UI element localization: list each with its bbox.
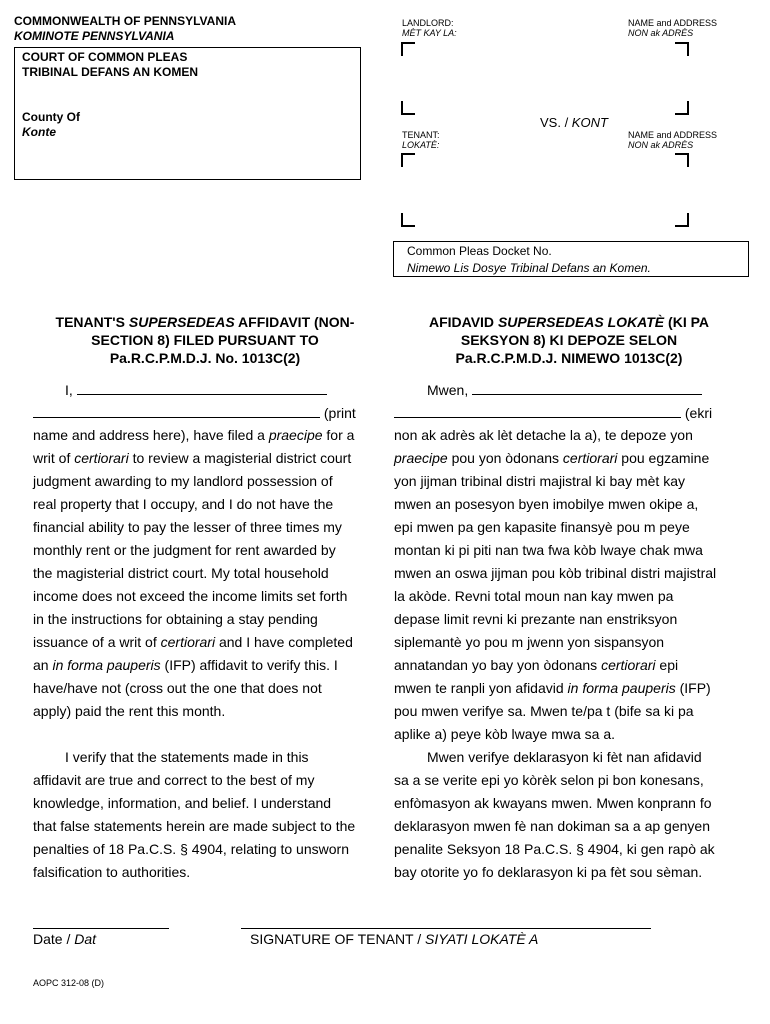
landlord-name-address-field[interactable] [401, 42, 687, 113]
landlord-label: LANDLORD: MÈT KAY LA: [402, 18, 457, 38]
county-label-ht: Konte [22, 125, 56, 139]
creole-title: AFIDAVID SUPERSEDEAS LOKATÈ (KI PA SEKSYON 8) KI DEPOZE SELON Pa.R.C.P.M.D.J. NIMEWO 1013C(2) [428, 314, 710, 366]
commonwealth-label-ht: KOMINOTE PENNSYLVANIA [14, 29, 175, 43]
tenant-name-blank-ht[interactable] [472, 378, 702, 395]
tenant-address-blank-ht[interactable] [394, 401, 681, 418]
signature-label: SIGNATURE OF TENANT / SIYATI LOKATÈ A [250, 931, 539, 947]
tenant-name-blank[interactable] [77, 378, 327, 395]
creole-body: Mwen, (ekri non ak adrès ak lèt detache la a), te depoze yon praecipe pou yon òdonans certiorari pou egzamine yon jijman tribinal distri majistral ki bay mèt kay mwen an posesyon byen imobilye mwen okipe a, epi mwen pa gen kapasite finansyè pou m peye montan ki pi piti nan twa fwa kòb lwaye chak mwa mwen an oswa jijman pou kòb tribinal distri majistral la akòde. Revni total moun nan kay mwen pa depase limit revni ki prezante nan enstriksyon siplemantè yo pou m jwenn yon sispansyon annatandan yo bay yon òdonans certiorari epi mwen te ranpli yon afidavid in forma pauperis (IFP) pou mwen verifye sa. Mwen te/pa t (bife sa ki pa aplike a) peye kòb lwaye mwa sa a. Mwen verifye deklarasyon ki fèt nan afidavid sa a se verite epi yo kòrèk selon pi bon konesans, enfòmasyon ak kwayans mwen. Mwen konprann fo deklarasyon mwen fè nan dokiman sa a ap genyen penalite Seksyon 18 Pa.C.S. § 4904, ki gen rapò ak bay otorite yo fo deklarasyon ki pa fèt sou sèman. [394, 378, 750, 884]
signature-line[interactable] [241, 928, 651, 929]
docket-label: Common Pleas Docket No. [407, 244, 552, 258]
commonwealth-label: COMMONWEALTH OF PENNSYLVANIA [14, 14, 236, 28]
tenant-name-address-field[interactable] [401, 153, 687, 225]
docket-label-ht: Nimewo Lis Dosye Tribinal Defans an Komen. [407, 261, 651, 275]
tenant-label: TENANT: LOKATÈ: [402, 130, 440, 150]
court-label-ht: TRIBINAL DEFANS AN KOMEN [22, 65, 199, 79]
landlord-name-address-label: NAME and ADDRESS NON ak ADRÈS [628, 18, 718, 38]
tenant-name-address-label: NAME and ADDRESS NON ak ADRÈS [628, 130, 718, 150]
court-box [14, 47, 361, 180]
date-label: Date / Dat [33, 931, 97, 947]
court-header [14, 14, 364, 44]
court-label: COURT OF COMMON PLEAS [22, 50, 188, 64]
tenant-address-blank[interactable] [33, 401, 320, 418]
docket-box[interactable] [393, 241, 749, 277]
english-title: TENANT'S SUPERSEDEAS AFFIDAVIT (NON- SECTION 8) FILED PURSUANT TO Pa.R.C.P.M.D.J. No. 1013C(2) [55, 314, 355, 366]
english-body: I, (print name and address here), have filed a praecipe for a writ of certiorari to review a magisterial district court judgment awarding to my landlord possession of real property that I occupy, and I do not have the financial ability to pay the lesser of three times my monthly rent or the judgment for rent awarded by the magisterial district court. My total household income does not exceed the income limits set forth in the instructions for obtaining a stay pending issuance of a writ of certiorari and I have completed an in forma pauperis (IFP) affidavit to verify this. I have/have not (cross out the one that does not apply) paid the rent this month. I verify that the statements made in this affidavit are true and correct to the best of my knowledge, information, and belief. I understand that false statements herein are made subject to the penalties of 18 Pa.C.S. § 4904, relating to unsworn falsification to authorities. [33, 378, 385, 884]
county-label: County Of [22, 110, 80, 124]
versus-label: VS. / KONT [540, 115, 608, 130]
form-id: AOPC 312-08 (D) [33, 978, 105, 988]
date-line[interactable] [33, 928, 169, 929]
